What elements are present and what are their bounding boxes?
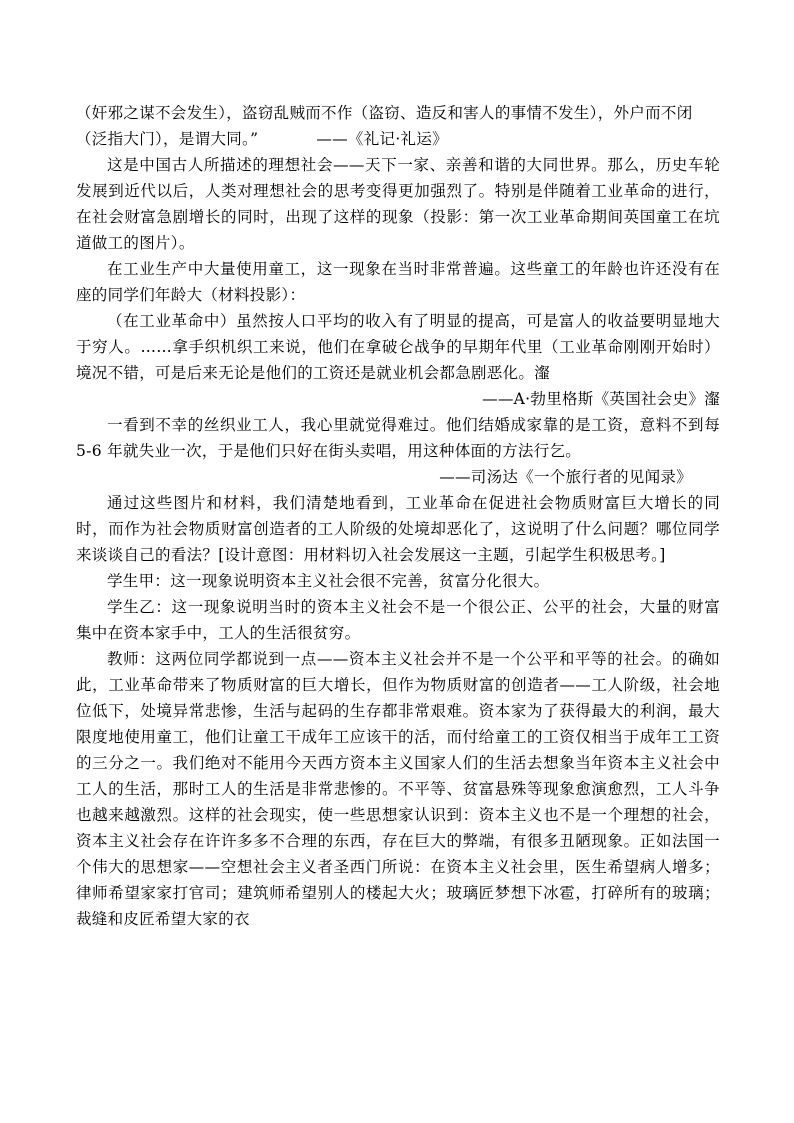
quote-source: ——《礼记·礼运》 bbox=[316, 130, 448, 148]
source-stendhal: ——司汤达《一个旅行者的见闻录》 bbox=[439, 468, 692, 486]
paragraph-question: 通过这些图片和材料，我们清楚地看到，工业革命在促进社会物质财富巨大增长的同时，而作为社会物质财富创造者的工人阶级的处境却恶化了，这说明了什么问题？哪位同学来谈谈自己的看法？[设计意图：用材料切入社会发展这一主题，引起学生积极思考。] bbox=[76, 494, 720, 564]
quote-briggs: （在工业革命中）虽然按人口平均的收入有了明显的提高，可是富人的收益要明显地大于穷人。……拿手织机织工来说，他们在拿破仑战争的早期年代里（工业革命刚刚开始时）境况不错，可是后来无论是他们的工资还是就业机会都急剧恶化。瀣 bbox=[76, 312, 720, 382]
paragraph-teacher: 教师：这两位同学都说到一点——资本主义社会并不是一个公平和平等的社会。的确如此，工业革命带来了物质财富的巨大增长，但作为物质财富的创造者——工人阶级，社会地位低下，处境异常悲惨，生活与起码的生存都非常艰难。资本家为了获得最大的利润，最大限度地使用童工，他们让童工干成年工应该干的活，而付给童工的工资仅相当于成年工工资的三分之一。我们绝对不能用今天西方资本主义国家人们的生活去想象当年资本主义社会中工人的生活，那时工人的生活是非常悲惨的。不平等、贫富悬殊等现象愈演愈烈，工人斗争也越来越激烈。这样的社会现实，使一些思想家认识到：资本主义也不是一个理想的社会，资本主义社会存在许许多多不合理的东西，存在巨大的弊端，有很多丑陋现象。正如法国一个伟大的思想家——空想社会主义者圣西门所说：在资本主义社会里，医生希望病人增多；律师希望家家打官司；建筑师希望别人的楼起大火；玻璃匠梦想下冰雹，打碎所有的玻璃；裁缝和皮匠希望大家的衣 bbox=[76, 650, 720, 928]
quote-line-2: （泛指大门），是谓大同。” bbox=[76, 130, 259, 148]
quote-continuation bbox=[76, 100, 720, 152]
document-page bbox=[76, 100, 720, 932]
paragraph-ideal-society: 这是中国古人所描述的理想社会——天下一家、亲善和谐的大同世界。那么，历史车轮发展到近代以后，人类对理想社会的思考变得更加强烈了。特别是伴随着工业革命的进行，在社会财富急剧增长的同时，出现了这样的现象（投影：第一次工业革命期间英国童工在坑道做工的图片）。 bbox=[76, 156, 720, 252]
quote-line-1: （奸邪之谋不会发生），盗窃乱贼而不作（盗窃、造反和害人的事情不发生），外户而不闭 bbox=[76, 104, 693, 122]
paragraph-student-b: 学生乙：这一现象说明当时的资本主义社会不是一个很公正、公平的社会，大量的财富集中在资本家手中，工人的生活很贫穷。 bbox=[76, 598, 720, 642]
paragraph-student-a: 学生甲：这一现象说明资本主义社会很不完善，贫富分化很大。 bbox=[107, 572, 550, 590]
source-briggs: ——A·勃里格斯《英国社会史》瀣 bbox=[482, 390, 720, 408]
paragraph-child-labor: 在工业生产中大量使用童工，这一现象在当时非常普遍。这些童工的年龄也许还没有在座的同学们年龄大（材料投影）： bbox=[76, 260, 720, 304]
quote-stendhal: 一看到不幸的丝织业工人，我心里就觉得难过。他们结婚成家靠的是工资，意料不到每 5-6 年就失业一次，于是他们只好在街头卖唱，用这种体面的方法行乞。 bbox=[76, 416, 720, 460]
